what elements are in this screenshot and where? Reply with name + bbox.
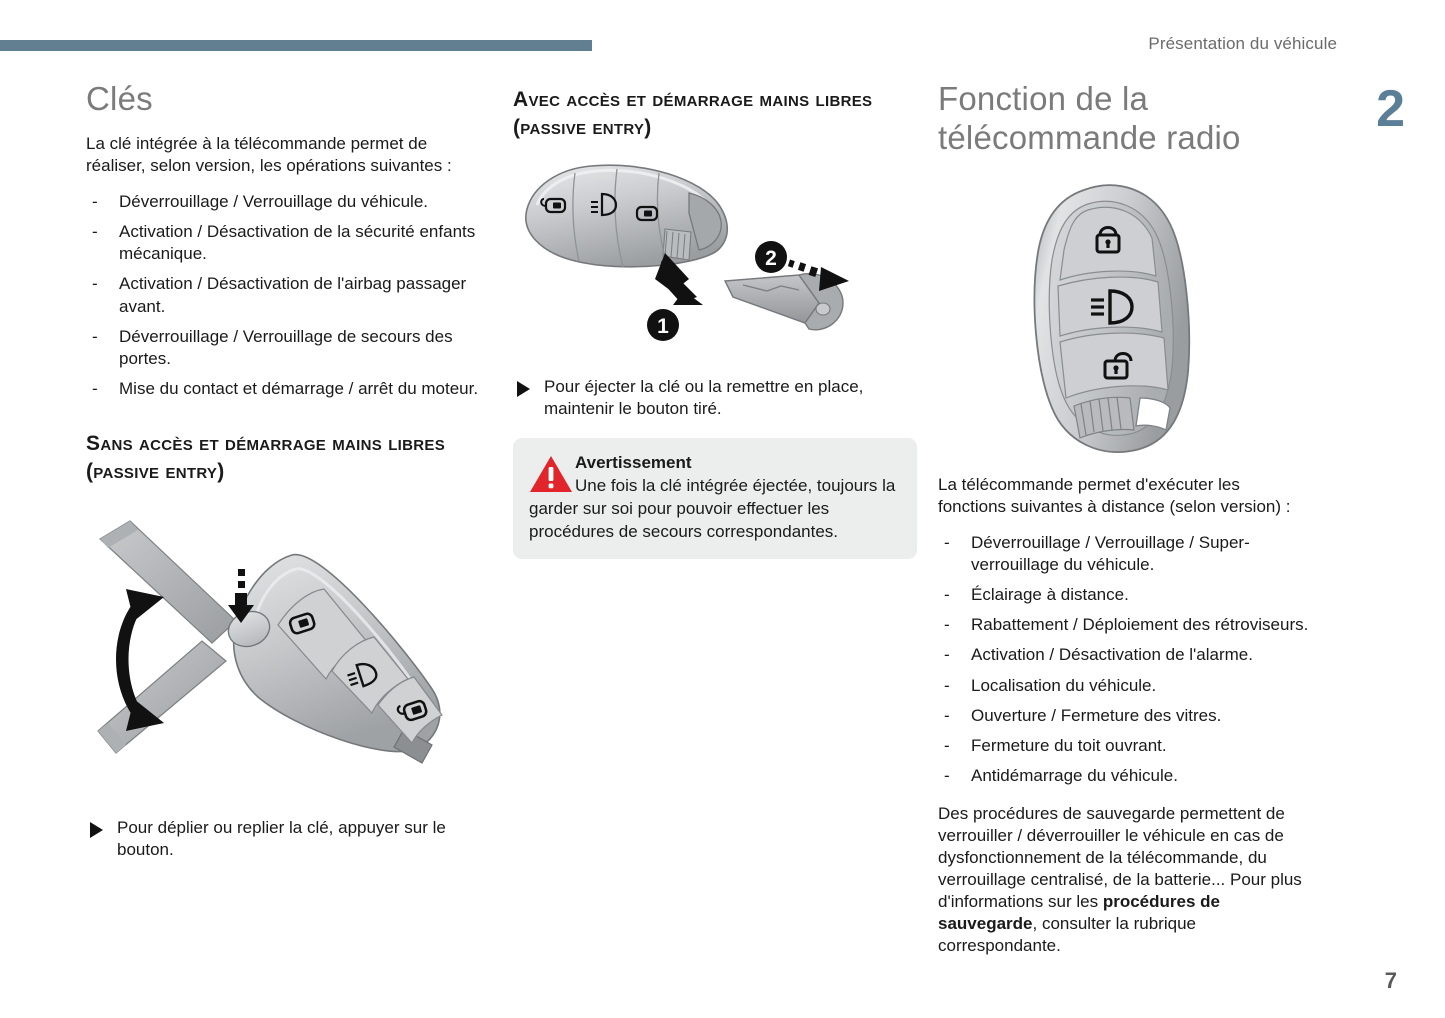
list-item: - Déverrouillage / Verrouillage du véhicule. — [86, 191, 490, 213]
section-title-remote: Fonction de la télécommande radio — [938, 80, 1241, 156]
subheading-sans-acces: Sans accès et démarrage mains libres (passive entry) — [86, 431, 446, 484]
backup-procedures-paragraph — [938, 803, 1312, 958]
backup-text-bold: procédures de sauvegarde — [938, 892, 1220, 934]
key-blade-up — [100, 521, 236, 643]
smart-key-blade-svg — [513, 157, 917, 362]
smart-key-with-integrated-blade-illustration — [513, 157, 917, 362]
list-item: - Antidémarrage du véhicule. — [938, 765, 1312, 787]
list-item: - Déverrouillage / Verrouillage de secours des portes. — [86, 326, 490, 370]
knurled-grip — [663, 229, 691, 260]
action-eject-key — [513, 376, 917, 420]
list-item: - Mise du contact et démarrage / arrêt du moteur. — [86, 378, 490, 400]
backup-text-part2: , consulter la rubrique correspondante. — [938, 914, 1196, 956]
column-keys — [86, 80, 490, 871]
action-text: Pour éjecter la clé ou la remettre en place, maintenir le bouton tiré. — [544, 376, 864, 418]
list-item: - Fermeture du toit ouvrant. — [938, 735, 1312, 757]
list-item: - Éclairage à distance. — [938, 584, 1312, 606]
keys-intro-paragraph: La clé intégrée à la télécommande permet de réaliser, selon version, les opérations suivantes : — [86, 133, 452, 176]
remote-key-svg — [938, 174, 1312, 474]
page-header-title: Présentation du véhicule — [1148, 34, 1337, 53]
list-item: - Ouverture / Fermeture des vitres. — [938, 705, 1312, 727]
list-item: - Activation / Désactivation de la sécurité enfants mécanique. — [86, 221, 490, 265]
smart-key-body — [526, 165, 727, 267]
subheading-avec-acces: Avec accès et démarrage mains libres (passive entry) — [513, 88, 873, 140]
remote-control-key-illustration — [938, 174, 1312, 474]
list-item: - Rabattement / Déploiement des rétroviseurs. — [938, 614, 1312, 636]
column-remote-function — [938, 80, 1312, 972]
warning-box — [513, 438, 917, 559]
action-text: Pour déplier ou replier la clé, appuyer sur le bouton. — [117, 817, 446, 859]
list-item: - Déverrouillage / Verrouillage / Super-verrouillage du véhicule. — [938, 532, 1312, 576]
action-triangle-icon — [517, 381, 530, 397]
header-accent-bar — [0, 40, 592, 51]
callout-1-label: 1 — [657, 314, 669, 338]
list-item: - Localisation du véhicule. — [938, 675, 1312, 697]
callout-2-label: 2 — [765, 246, 777, 270]
folding-key-illustration — [86, 503, 490, 803]
warning-title: Avertissement — [575, 452, 692, 472]
chapter-number: 2 — [1376, 80, 1405, 138]
page-title: Clés — [86, 80, 153, 117]
warning-triangle-icon — [529, 454, 573, 494]
backup-text-part1: Des procédures de sauvegarde permettent de verrouiller / déverrouiller le véhicule en cas de dysfonctionnement de la télécommande, du verrouillage centralisé, de la batterie... Pour plus d'informations sur les — [938, 803, 1302, 912]
warning-text: Une fois la clé intégrée éjectée, toujours la garder sur soi pour pouvoir effectuer les procédures de secours correspondantes. — [529, 476, 896, 541]
list-item: - Activation / Désactivation de l'alarme. — [938, 644, 1312, 666]
action-fold-key — [86, 817, 490, 861]
folding-key-svg — [86, 503, 490, 803]
remote-functions-list — [938, 532, 1312, 787]
keys-operations-list — [86, 191, 490, 400]
action-triangle-icon — [90, 822, 103, 838]
column-passive-entry — [513, 80, 917, 559]
list-item: - Activation / Désactivation de l'airbag passager avant. — [86, 273, 490, 317]
page-number: 7 — [1384, 968, 1397, 993]
remote-intro-paragraph: La télécommande permet d'exécuter les fonctions suivantes à distance (selon version) : — [938, 474, 1291, 516]
